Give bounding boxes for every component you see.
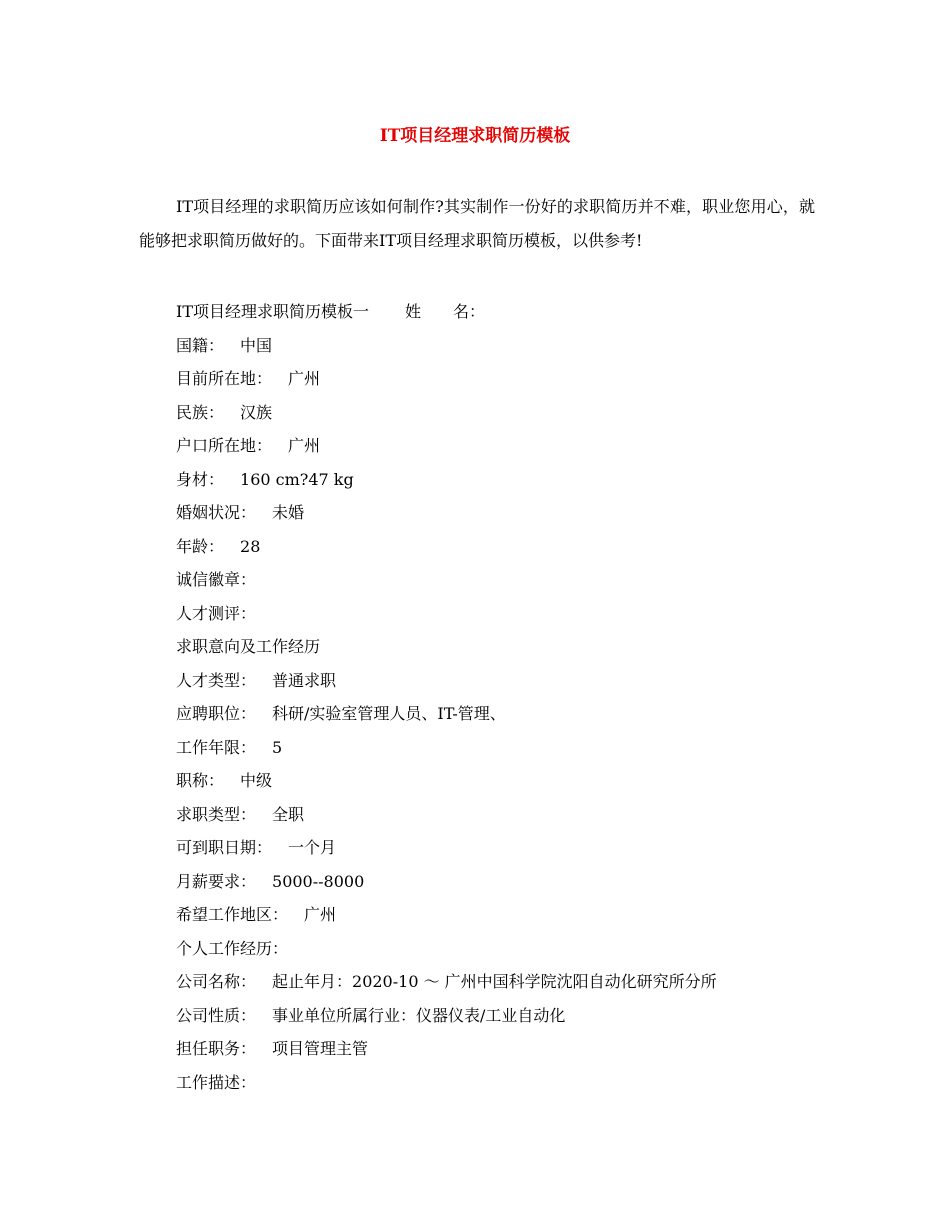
field-household-registration [176, 429, 717, 463]
field-label: 年龄： [176, 536, 225, 556]
field-label: 人才类型： [176, 670, 257, 690]
field-talent-assessment [176, 597, 717, 631]
field-label: 身材： [176, 469, 225, 489]
field-value: 一个月 [288, 838, 337, 857]
field-value: 广州 [304, 905, 337, 924]
field-marital-status [176, 496, 717, 530]
field-label: 应聘职位： [176, 704, 257, 723]
field-talent-type [176, 664, 717, 698]
field-label: 可到职日期： [176, 838, 273, 857]
field-value: 事业单位所属行业：仪器仪表/工业自动化 [272, 1005, 566, 1025]
field-label: 婚姻状况： [176, 503, 257, 522]
field-job-type [176, 798, 717, 832]
field-value: 广州 [288, 436, 321, 455]
field-value: 普通求职 [272, 670, 337, 690]
field-desired-location [176, 898, 717, 932]
field-label: 民族： [176, 402, 225, 422]
name-label-part1: 姓 [405, 302, 422, 321]
field-age [176, 530, 717, 564]
field-label: 户口所在地： [176, 436, 273, 455]
field-job-description [176, 1066, 717, 1100]
intro-paragraph: IT项目经理的求职简历应该如何制作?其实制作一份好的求职简历并不难，职业您用心，就能够把求职简历做好的。下面带来IT项目经理求职简历模板，以供参考! [139, 197, 815, 250]
field-label: 月薪要求： [176, 871, 257, 891]
section-job-intention [176, 630, 717, 664]
field-label: 人才测评： [176, 603, 257, 623]
field-current-location [176, 362, 717, 396]
field-position-held [176, 1032, 717, 1066]
field-label: 工作描述： [176, 1072, 257, 1092]
field-professional-title [176, 764, 717, 798]
section-work-experience [176, 932, 717, 966]
field-value: 160 cm?47 kg [240, 469, 354, 489]
template-heading: IT项目经理求职简历模板一 [176, 302, 369, 321]
resume-fields [176, 295, 717, 1099]
section-heading: 个人工作经历： [176, 938, 289, 958]
field-label: 职称： [176, 771, 225, 790]
field-value: 未婚 [272, 503, 305, 522]
field-value: 5 [272, 737, 283, 757]
field-value: 汉族 [240, 402, 273, 422]
field-label: 希望工作地区： [176, 905, 289, 924]
document-title: IT项目经理求职简历模板 [379, 126, 571, 146]
field-value: 广州 [288, 369, 321, 388]
field-company-nature [176, 999, 717, 1033]
field-value: 28 [240, 536, 261, 556]
field-value: 起止年月：2020-10 ～ 广州中国科学院沈阳自动化研究所分所 [272, 972, 717, 991]
field-value: 全职 [272, 804, 305, 824]
field-label: 工作年限： [176, 737, 257, 757]
section-heading: 求职意向及工作经历 [176, 637, 321, 656]
field-label: 公司名称： [176, 972, 257, 991]
field-value: 中国 [240, 335, 273, 355]
field-label: 国籍： [176, 335, 225, 355]
field-value: 5000--8000 [272, 871, 365, 891]
template-heading-line [176, 295, 717, 329]
field-label: 担任职务： [176, 1039, 257, 1058]
field-label: 公司性质： [176, 1005, 257, 1025]
field-available-date [176, 831, 717, 865]
field-value: 中级 [240, 771, 273, 790]
field-years-experience [176, 731, 717, 765]
field-salary-expectation [176, 865, 717, 899]
field-value: 科研/实验室管理人员、IT-管理、 [272, 704, 506, 723]
field-position-applied [176, 697, 717, 731]
field-label: 诚信徽章： [176, 570, 257, 589]
field-label: 求职类型： [176, 804, 257, 824]
field-value: 项目管理主管 [272, 1039, 369, 1058]
field-nationality [176, 329, 717, 363]
field-label: 目前所在地： [176, 369, 273, 388]
field-company-name [176, 965, 717, 999]
name-label-part2: 名： [453, 302, 486, 321]
field-build [176, 463, 717, 497]
field-ethnicity [176, 396, 717, 430]
field-integrity-badge [176, 563, 717, 597]
